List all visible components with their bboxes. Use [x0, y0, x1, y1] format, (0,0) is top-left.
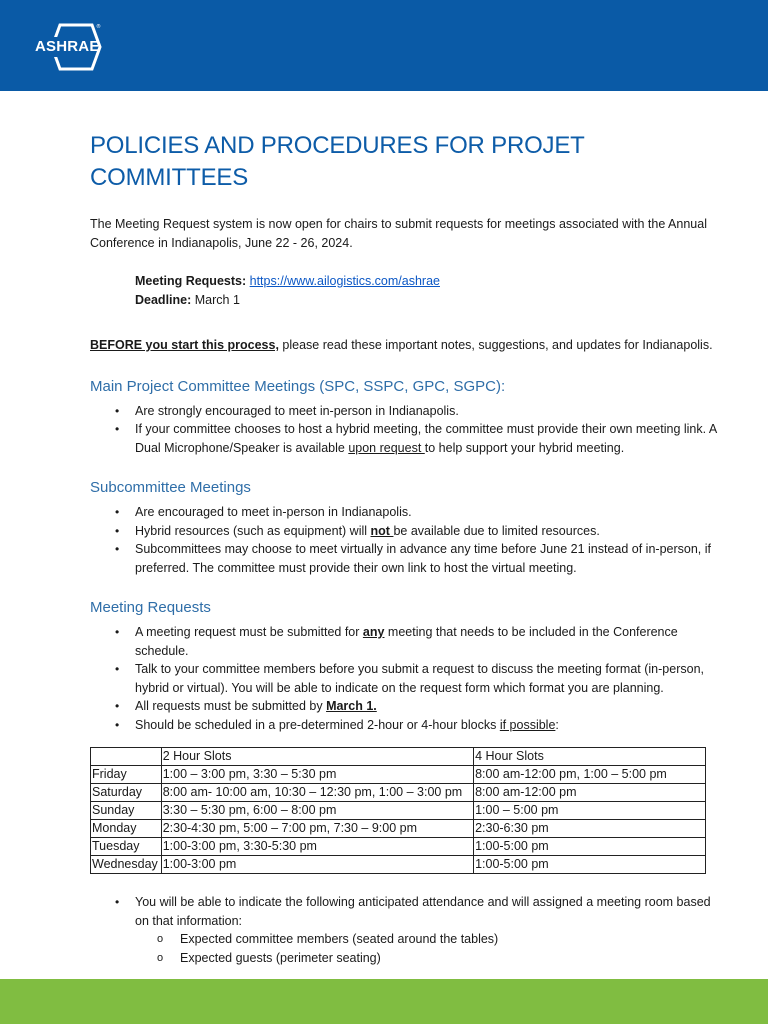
table-header-cell	[91, 748, 162, 766]
bullet-text: be available due to limited resources.	[393, 523, 600, 538]
list-item	[90, 522, 720, 541]
table-cell: 2:30-4:30 pm, 5:00 – 7:00 pm, 7:30 – 9:00 pm	[161, 820, 473, 838]
bullet-text: All requests must be submitted by	[135, 699, 327, 713]
table-cell: Wednesday	[91, 856, 162, 874]
list-item	[90, 503, 720, 522]
sub-list-item: o Expected guests (perimeter seating)	[135, 949, 720, 968]
list-item	[90, 540, 720, 577]
if-possible-text: if possible	[499, 717, 556, 732]
bullet-text: meeting that needs to be included in the Conference schedule.	[135, 625, 678, 658]
any-emphasis-text: any	[362, 625, 385, 639]
table-cell: 1:00 – 3:00 pm, 3:30 – 5:30 pm	[161, 766, 473, 784]
table-cell: 8:00 am- 10:00 am, 10:30 – 12:30 pm, 1:00 – 3:00 pm	[161, 784, 473, 802]
meeting-requests-heading: Meeting Requests	[90, 599, 211, 616]
time-slots-table	[90, 747, 706, 874]
list-item	[90, 660, 720, 697]
subcommittee-section	[90, 477, 720, 577]
table-cell: 1:00-3:00 pm	[161, 856, 473, 874]
table-row	[91, 856, 706, 874]
bullet-text: to help support your hybrid meeting.	[424, 440, 625, 455]
table-row	[91, 802, 706, 820]
list-item	[90, 697, 720, 716]
deadline-value: March 1	[194, 292, 240, 307]
table-cell: Friday	[91, 766, 162, 784]
table-cell: 8:00 am-12:00 pm	[474, 784, 706, 802]
table-cell: 2:30-6:30 pm	[474, 820, 706, 838]
main-committee-section	[90, 376, 720, 458]
table-cell: Saturday	[91, 784, 162, 802]
attendance-list	[90, 893, 720, 967]
table-cell: Sunday	[91, 802, 162, 820]
table-header-cell: 2 Hour Slots	[161, 748, 473, 766]
table-cell: Tuesday	[91, 838, 162, 856]
header-band	[0, 0, 768, 91]
table-row	[91, 820, 706, 838]
list-item	[90, 623, 720, 660]
intro-paragraph: The Meeting Request system is now open for chairs to submit requests for meetings associated with the Annual Conference in Indianapolis, June 22 - 26, 2024.	[90, 217, 707, 250]
table-row	[91, 766, 706, 784]
before-lead: BEFORE you start this process,	[90, 338, 279, 352]
deadline-label: Deadline:	[135, 292, 192, 307]
table-row	[91, 784, 706, 802]
not-emphasis-text: not	[370, 523, 394, 538]
upon-request-text: upon request	[348, 440, 425, 455]
footer-band	[0, 979, 768, 1024]
before-paragraph	[90, 336, 720, 355]
sub-list-item: o Expected committee members (seated around the tables)	[135, 930, 720, 949]
subcommittee-heading: Subcommittee Meetings	[90, 479, 251, 496]
bullet-text: You will be able to indicate the following anticipated attendance and will assigned a meeting room based on that information:	[135, 895, 711, 928]
list-item	[90, 420, 720, 457]
bullet-text: Are strongly encouraged to meet in-person in Indianapolis.	[135, 403, 459, 418]
meeting-requests-section	[90, 597, 720, 734]
list-item	[90, 716, 720, 735]
deadline-emphasis-text: March 1.	[326, 699, 377, 713]
page-title: POLICIES AND PROCEDURES FOR PROJET COMMITTEES	[90, 132, 585, 191]
bullet-text: A meeting request must be submitted for	[135, 625, 363, 639]
bullet-text: :	[555, 717, 559, 732]
table-cell: 3:30 – 5:30 pm, 6:00 – 8:00 pm	[161, 802, 473, 820]
document-body	[90, 130, 720, 967]
meeting-requests-block	[135, 272, 720, 309]
table-row	[91, 838, 706, 856]
bullet-text: Should be scheduled in a pre-determined 2-hour or 4-hour blocks	[135, 717, 500, 732]
logo-text: ASHRAE	[35, 38, 100, 55]
table-header-cell: 4 Hour Slots	[474, 748, 706, 766]
main-committee-heading: Main Project Committee Meetings (SPC, SSPC, GPC, SGPC):	[90, 377, 506, 395]
table-cell: Monday	[91, 820, 162, 838]
bullet-text: Talk to your committee members before you submit a request to discuss the meeting format (in-person, hybrid or virtual). You will be able to indicate on the request form which format you are planning.	[135, 662, 704, 695]
table-cell: 1:00-3:00 pm, 3:30-5:30 pm	[161, 838, 473, 856]
bullet-text: Subcommittees may choose to meet virtually in advance any time before June 21 instead of in-person, if preferred. The committee must provide their own link to host the virtual meeting.	[135, 542, 711, 575]
table-header-row	[91, 748, 706, 766]
ashrae-logo	[30, 22, 102, 72]
bullet-text: If your committee chooses to host a hybrid meeting, the committee must provide their own meeting link. A Dual Microphone/Speaker is available	[135, 422, 717, 455]
table-cell: 1:00-5:00 pm	[474, 856, 706, 874]
before-rest: please read these important notes, suggestions, and updates for Indianapolis.	[278, 338, 713, 352]
bullet-text: Hybrid resources (such as equipment) will	[135, 523, 371, 538]
meeting-requests-label: Meeting Requests:	[135, 274, 247, 288]
table-cell: 1:00-5:00 pm	[474, 838, 706, 856]
table-cell: 1:00 – 5:00 pm	[474, 802, 706, 820]
bullet-text: Are encouraged to meet in-person in Indianapolis.	[135, 505, 412, 519]
table-cell: 8:00 am-12:00 pm, 1:00 – 5:00 pm	[474, 766, 706, 784]
meeting-requests-link[interactable]: https://www.ailogistics.com/ashrae	[249, 274, 440, 288]
list-item	[90, 893, 720, 967]
svg-text:®: ®	[96, 24, 101, 30]
list-item	[90, 402, 720, 421]
